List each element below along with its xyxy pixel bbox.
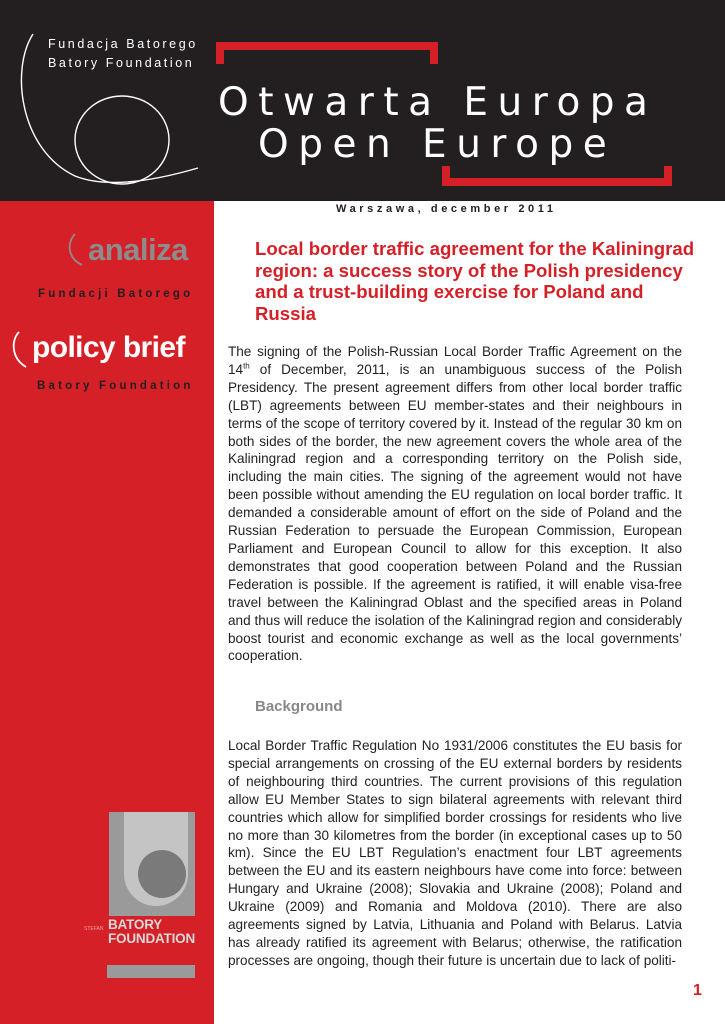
logo-wordmark-line1: BATORY [108, 917, 163, 932]
logo-small-text: STEFAN [84, 926, 104, 932]
intro-paragraph [228, 343, 682, 665]
org-name-polish: Fundacja Batorego [48, 37, 198, 51]
logo-wordmark [108, 918, 195, 946]
intro-text-start: The signing of the Polish-Russian Local Border Traffic Agreement on the 14 [228, 344, 682, 377]
series-sublabel-polish: Fundacji Batorego [38, 288, 194, 300]
section-heading-background: Background [255, 698, 343, 715]
analiza-swoosh-icon [62, 232, 86, 268]
org-name-english: Batory Foundation [48, 56, 195, 70]
circle-outline [75, 96, 169, 184]
series-label-policy-brief: policy brief [32, 331, 185, 364]
ordinal-suffix: th [243, 361, 250, 371]
series-title-english: Open Europe [258, 122, 617, 167]
policy-brief-swoosh-icon [6, 330, 30, 370]
logo-bar [107, 965, 195, 978]
logo-wordmark-line2: FOUNDATION [108, 931, 195, 946]
red-bracket-bottom [442, 166, 672, 186]
page-number: 1 [693, 982, 702, 999]
batory-foundation-logo-icon [82, 810, 202, 920]
series-label-analiza: analiza [88, 232, 188, 267]
publication-date: Warszawa, december 2011 [336, 203, 557, 215]
series-sublabel-english: Batory Foundation [37, 380, 194, 392]
article-headline: Local border traffic agreement for the Kaliningrad region: a success story of the Polish presidency and a trust-building exercise for Poland and Russia [255, 238, 695, 324]
background-paragraph: Local Border Traffic Regulation No 1931/2006 constitutes the EU basis for special arrangements on crossing of the EU external borders by residents of neighbouring third countries. The current provisions of this regulation allow EU Member States to sign bilateral agreements with relevant third countries which allow for simplified border crossings for residents who live no more than 30 kilometres from the border (in exceptional cases up to 50 km). Since the EU LBT Regulation’s enactment four LBT agreements between the EU and its eastern neighbours have come into force: between Hungary and Ukraine (2008); Slovakia and Ukraine (2008); Poland and Ukraine (2009) and Romania and Moldova (2010). There are also agreements signed by Latvia, Lithuania and Poland with Belarus. Latvia has already ratified its agreement with Belarus; otherwise, the ratification processes are ongoing, though their future is uncertain due to lack of politi- [228, 738, 682, 968]
intro-text-rest: of December, 2011, is an unambiguous success of the Polish Presidency. The present agreement differs from other local border traffic (LBT) agreements between EU member-states and their neighbours in terms of the scope of territory covered by it. Instead of the regular 30 km on both sides of the border, the new agreement covers the whole area of the Kaliningrad region and a corresponding territory on the Polish side, including the main cities. The signing of the agreement would not have been possible without amending the EU regulation on local border traffic. It demanded a considerable amount of effort on the side of Poland and the Russian Federation to persuade the European Commission, European Parliament and European Council to allow for this exception. It also demonstrates that good cooperation between Poland and the Russian Federation is possible. If the agreement is ratified, it will enable visa-free travel between the Kaliningrad Oblast and the specified areas in Poland and thus will reduce the isolation of the Kaliningrad region and considerably boost tourist and economic exchange as well as the local governments’ cooperation. [228, 361, 682, 664]
series-title-polish: Otwarta Europa [218, 80, 658, 125]
red-bracket-top [216, 42, 438, 64]
